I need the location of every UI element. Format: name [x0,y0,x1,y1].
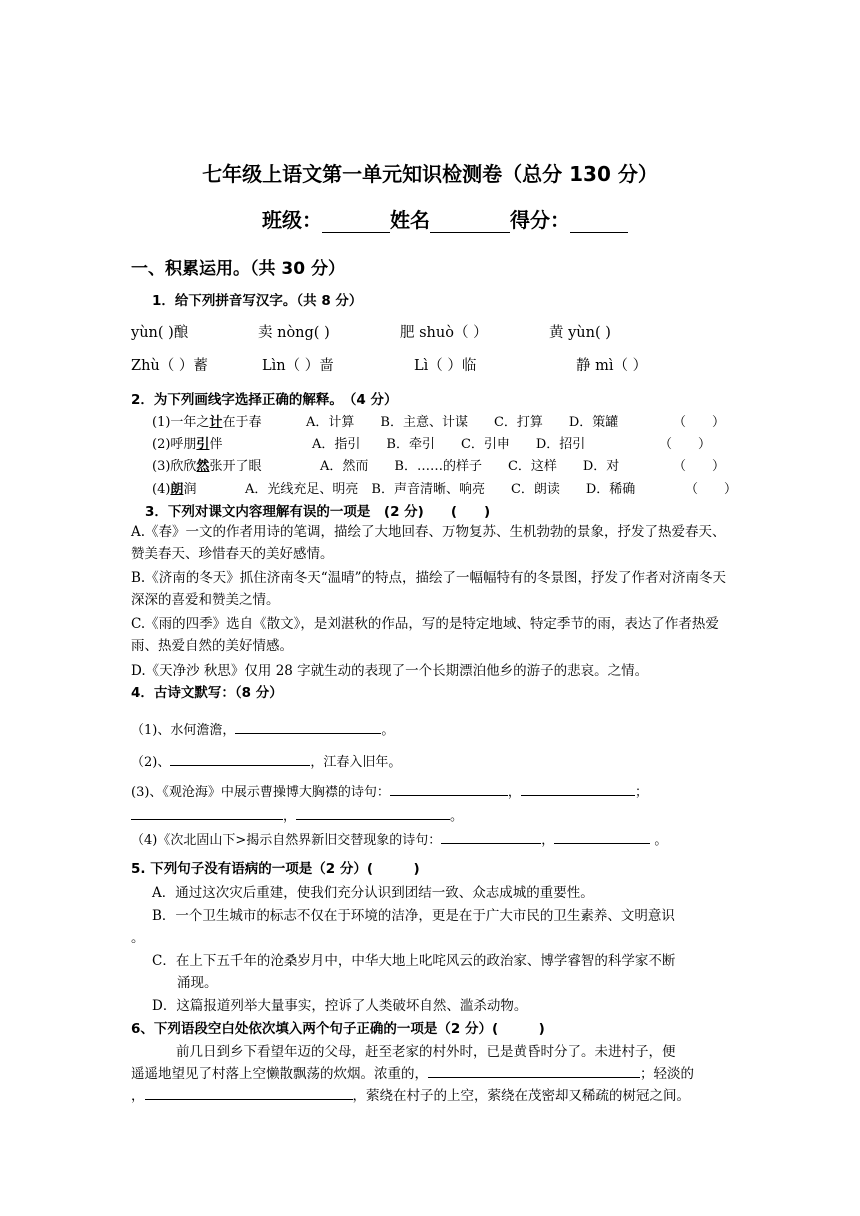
pinyin-item: 肥 shuò（ ） [400,325,488,341]
q3-option-a: A.《春》一文的作者用诗的笔调，描绘了大地回春、万物复苏、生机勃勃的景象，抒发了热爱春天、赞美春天、珍惜春天的美好感情。 [131,524,726,562]
section-heading: 一、积累运用。（共 30 分） [131,259,345,279]
underlined-char: 引 [196,437,210,452]
q6-passage-line-1: 前几日到乡下看望年迈的父母，赶至老家的村外时，已是黄昏时分了。未进村子，便 [176,1044,676,1060]
pinyin-item: 黄 yùn( ) [549,325,611,341]
fill-blank[interactable] [131,805,283,820]
q4-line-3: (3)、《观沧海》中展示曹操博大胸襟的诗句： ， ； [131,781,648,800]
question-2-label: 2．为下列画线字选择正确的解释。 （4 分） [131,392,398,408]
student-info-header [262,204,628,233]
q2-item-3: (3)欣欣然张开了眼 [152,459,262,474]
q5-option-c: C．在上下五千年的沧桑岁月中，中华大地上叱咤风云的政治家、博学睿智的科学家不断 [152,953,676,969]
q5-option-b-cont: 。 [131,930,145,946]
q5-option-d: D．这篇报道列举大量事实，控诉了人类破坏自然、滥杀动物。 [152,998,528,1014]
q3-option-c: C.《雨的四季》选自《散文》，是刘湛秋的作品，写的是特定地域、特定季节的雨，表达了作者热爱雨、热爱自然的美好情感。 [131,616,719,654]
pinyin-item: Lì（ ）临 [414,358,477,374]
q5-option-b: B．一个卫生城市的标志不仅在于环境的洁净，更是在于广大市民的卫生素养、文明意识 [152,908,675,924]
class-blank[interactable] [322,212,390,233]
q5-option-c-cont: 涌现。 [177,975,218,991]
fill-blank[interactable] [554,829,650,844]
pinyin-item: Lìn（ ）啬 [262,358,334,374]
q2-item-4: (4)朗润 [152,482,197,497]
page-title: 七年级上语文第一单元知识检测卷（总分 130 分） [202,162,658,186]
score-blank[interactable] [570,212,628,233]
q2-options: A．计算 B．主意、计谋 C．打算 D．策罐 [306,415,619,430]
fill-blank[interactable] [390,781,508,796]
q2-item-2: (2)呼朋引伴 [152,437,223,452]
answer-paren[interactable]: （ ） [673,459,726,474]
answer-paren[interactable]: （ ） [685,482,738,497]
q6-passage-line-3: ， ，萦绕在村子的上空，萦绕在茂密却又稀疏的树冠之间。 [131,1084,690,1104]
q4-line-1: （1)、水何澹澹， 。 [131,719,394,738]
score-label: 得分： [510,208,570,232]
answer-paren[interactable]: （ ） [673,415,726,430]
question-5-label: 5. 下列句子没有语病的一项是（2 分）( ) [131,861,420,877]
underlined-char: 朗 [170,482,184,497]
q3-option-d: D.《天净沙 秋思》仅用 28 字就生动的表现了一个长期漂泊他乡的游子的悲哀。之情。 [131,663,649,679]
q3-option-b: B.《济南的冬天》抓住济南冬天“温晴”的特点，描绘了一幅幅特有的冬景图，抒发了作者对济南冬天深深的喜爱和赞美之情。 [131,570,727,608]
q2-item-1: (1)一年之计在于春 [152,415,262,430]
q6-passage-line-2: 遥遥地望见了村落上空懒散飘荡的炊烟。浓重的， ；轻淡的 [131,1062,694,1082]
fill-blank[interactable] [521,781,635,796]
answer-paren[interactable]: （ ） [659,437,712,452]
q2-options: A．指引 B．牵引 C．引申 D．招引 [312,437,586,452]
pinyin-item: Zhù（ ）蓄 [131,358,208,374]
fill-blank[interactable] [235,719,381,734]
fill-blank[interactable] [170,751,310,766]
class-label: 班级： [262,208,322,232]
name-blank[interactable] [430,212,510,233]
q4-line-3b: ， 。 [131,805,463,824]
pinyin-item: 卖 nòng( ) [258,325,330,341]
fill-blank[interactable] [296,805,450,820]
q2-options: A．光线充足、明亮 B．声音清晰、响亮 C．朗读 D．稀确 [245,482,636,497]
pinyin-item: 静 mì（ ） [576,358,648,374]
fill-blank[interactable] [145,1085,353,1100]
underlined-char: 计 [209,415,223,430]
fill-blank[interactable] [441,829,541,844]
pinyin-item: yùn( )酿 [131,325,189,341]
q5-option-a: A．通过这次灾后重建，使我们充分认识到团结一致、众志成城的重要性。 [152,885,594,901]
question-1-label: 1．给下列拼音写汉字。（共 8 分） [152,293,363,309]
q4-line-4: （4)《次北固山下>揭示自然界新旧交替现象的诗句： ， 。 [131,829,667,848]
q2-options: A．然而 B．……的样子 C．这样 D．对 [320,459,620,474]
q4-line-2: （2)、 ，江春入旧年。 [131,751,401,770]
underlined-char: 然 [196,459,210,474]
question-4-label: 4．古诗文默写：（8 分） [131,685,283,701]
question-6-label: 6、下列语段空白处依次填入两个句子正确的一项是（2 分）( ) [131,1021,545,1037]
question-3-label: 3．下列对课文内容理解有误的一项是 (2 分) ( ) [145,504,491,520]
name-label: 姓名 [390,208,430,232]
fill-blank[interactable] [428,1063,640,1078]
